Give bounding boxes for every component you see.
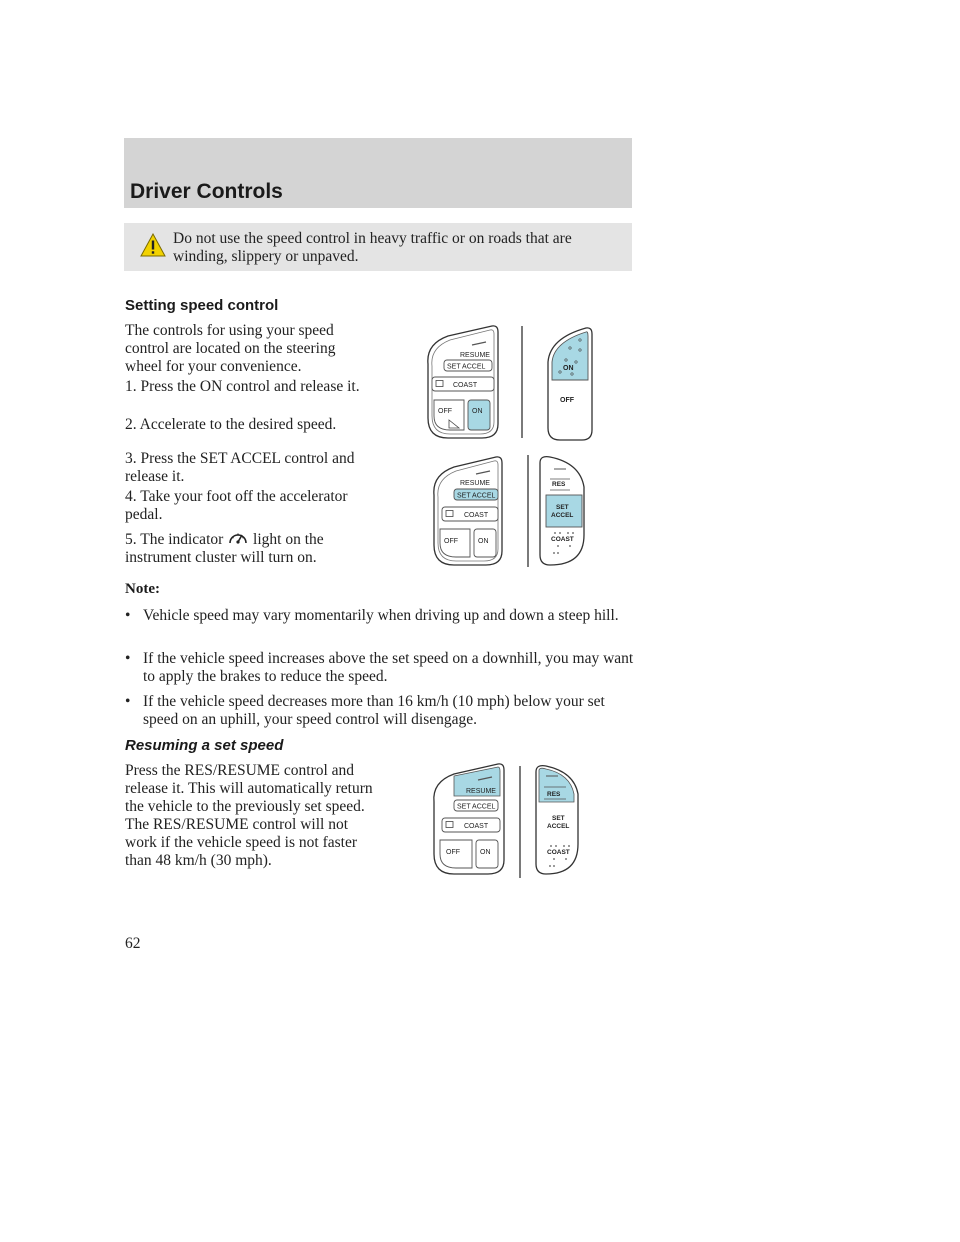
bullet-dot: •: [125, 650, 131, 667]
bullet-text: If the vehicle speed increases above the set speed on a downhill, you may want to apply the brakes to reduce the speed.: [143, 650, 634, 685]
section-heading-resuming: Resuming a set speed: [125, 737, 284, 754]
step-3: 3. Press the SET ACCEL control and release it.: [125, 450, 355, 485]
warning-icon: [140, 233, 166, 257]
resume-label: RESUME: [466, 788, 496, 795]
rocker-coast-label: COAST: [551, 536, 574, 543]
on-button-highlight: [468, 400, 490, 430]
res-label: RES: [552, 481, 566, 488]
step-4: 4. Take your foot off the accelerator pedal.: [125, 488, 348, 523]
set-accel-label: SET ACCEL: [457, 803, 496, 811]
on-rocker-highlight: [552, 332, 588, 380]
off-label: OFF: [446, 849, 460, 856]
resume-label: RESUME: [460, 352, 490, 359]
set-accel-label: SET ACCEL: [447, 363, 486, 371]
speed-control-indicator-icon: [227, 529, 249, 547]
left-control-pad: [434, 764, 504, 874]
left-control-pad: [434, 457, 502, 565]
setting-intro: The controls for using your speed control are located on the steering wheel for your convenience.: [125, 322, 336, 375]
step-2: 2. Accelerate to the desired speed.: [125, 416, 337, 433]
bullet-text: If the vehicle speed decreases more than 16 km/h (10 mph) below your set speed on an uphill, your speed control will disengage.: [143, 693, 605, 728]
off-label: OFF: [438, 408, 452, 415]
left-control-pad: [428, 326, 498, 438]
step-5-before: 5. The indicator: [125, 531, 224, 548]
coast-label: COAST: [464, 823, 489, 830]
note-label: Note:: [125, 581, 160, 597]
coast-label: COAST: [464, 512, 489, 519]
set-label: SET: [556, 504, 569, 511]
set-accel-label: SET ACCEL: [457, 492, 496, 500]
right-control-pad: [540, 457, 584, 565]
bullet-dot: •: [125, 693, 131, 710]
on-label: ON: [472, 408, 483, 415]
warning-text: Do not use the speed control in heavy traffic or on roads that are winding, slippery or unpaved.: [173, 230, 572, 265]
set-accel-rocker-highlight: [546, 495, 582, 527]
right-control-pad: [536, 766, 578, 874]
page-title: Driver Controls: [130, 180, 283, 203]
accel-label: ACCEL: [547, 823, 570, 830]
step-5: [125, 529, 385, 567]
rocker-off-label: OFF: [560, 397, 574, 404]
right-control-pad: [548, 328, 592, 440]
on-label: ON: [478, 538, 489, 545]
resuming-text: Press the RES/RESUME control and release it. This will automatically return the vehicle to the previously set speed. The RES/RESUME control will not work if the vehicle speed is not faster than 48 km/h (30 mph).: [125, 762, 373, 869]
bullet-dot: •: [125, 607, 131, 624]
diagram-on-control: [420, 322, 600, 442]
rocker-on-label: ON: [563, 365, 574, 372]
on-label: ON: [480, 849, 491, 856]
accel-label: ACCEL: [551, 512, 574, 519]
page-number: 62: [125, 935, 141, 952]
step-5-after: light on the instrument cluster will turn on.: [125, 531, 324, 566]
diagram-set-accel-control: [420, 453, 600, 571]
rocker-coast-label: COAST: [547, 849, 570, 856]
diagram-resume-control: [420, 762, 600, 882]
off-label: OFF: [444, 538, 458, 545]
res-label: RES: [547, 791, 561, 798]
section-heading-setting: Setting speed control: [125, 297, 279, 314]
step-1: 1. Press the ON control and release it.: [125, 378, 360, 395]
set-label: SET: [552, 815, 565, 822]
coast-label: COAST: [453, 382, 478, 389]
bullet-text: Vehicle speed may vary momentarily when driving up and down a steep hill.: [143, 607, 619, 624]
resume-label: RESUME: [460, 480, 490, 487]
